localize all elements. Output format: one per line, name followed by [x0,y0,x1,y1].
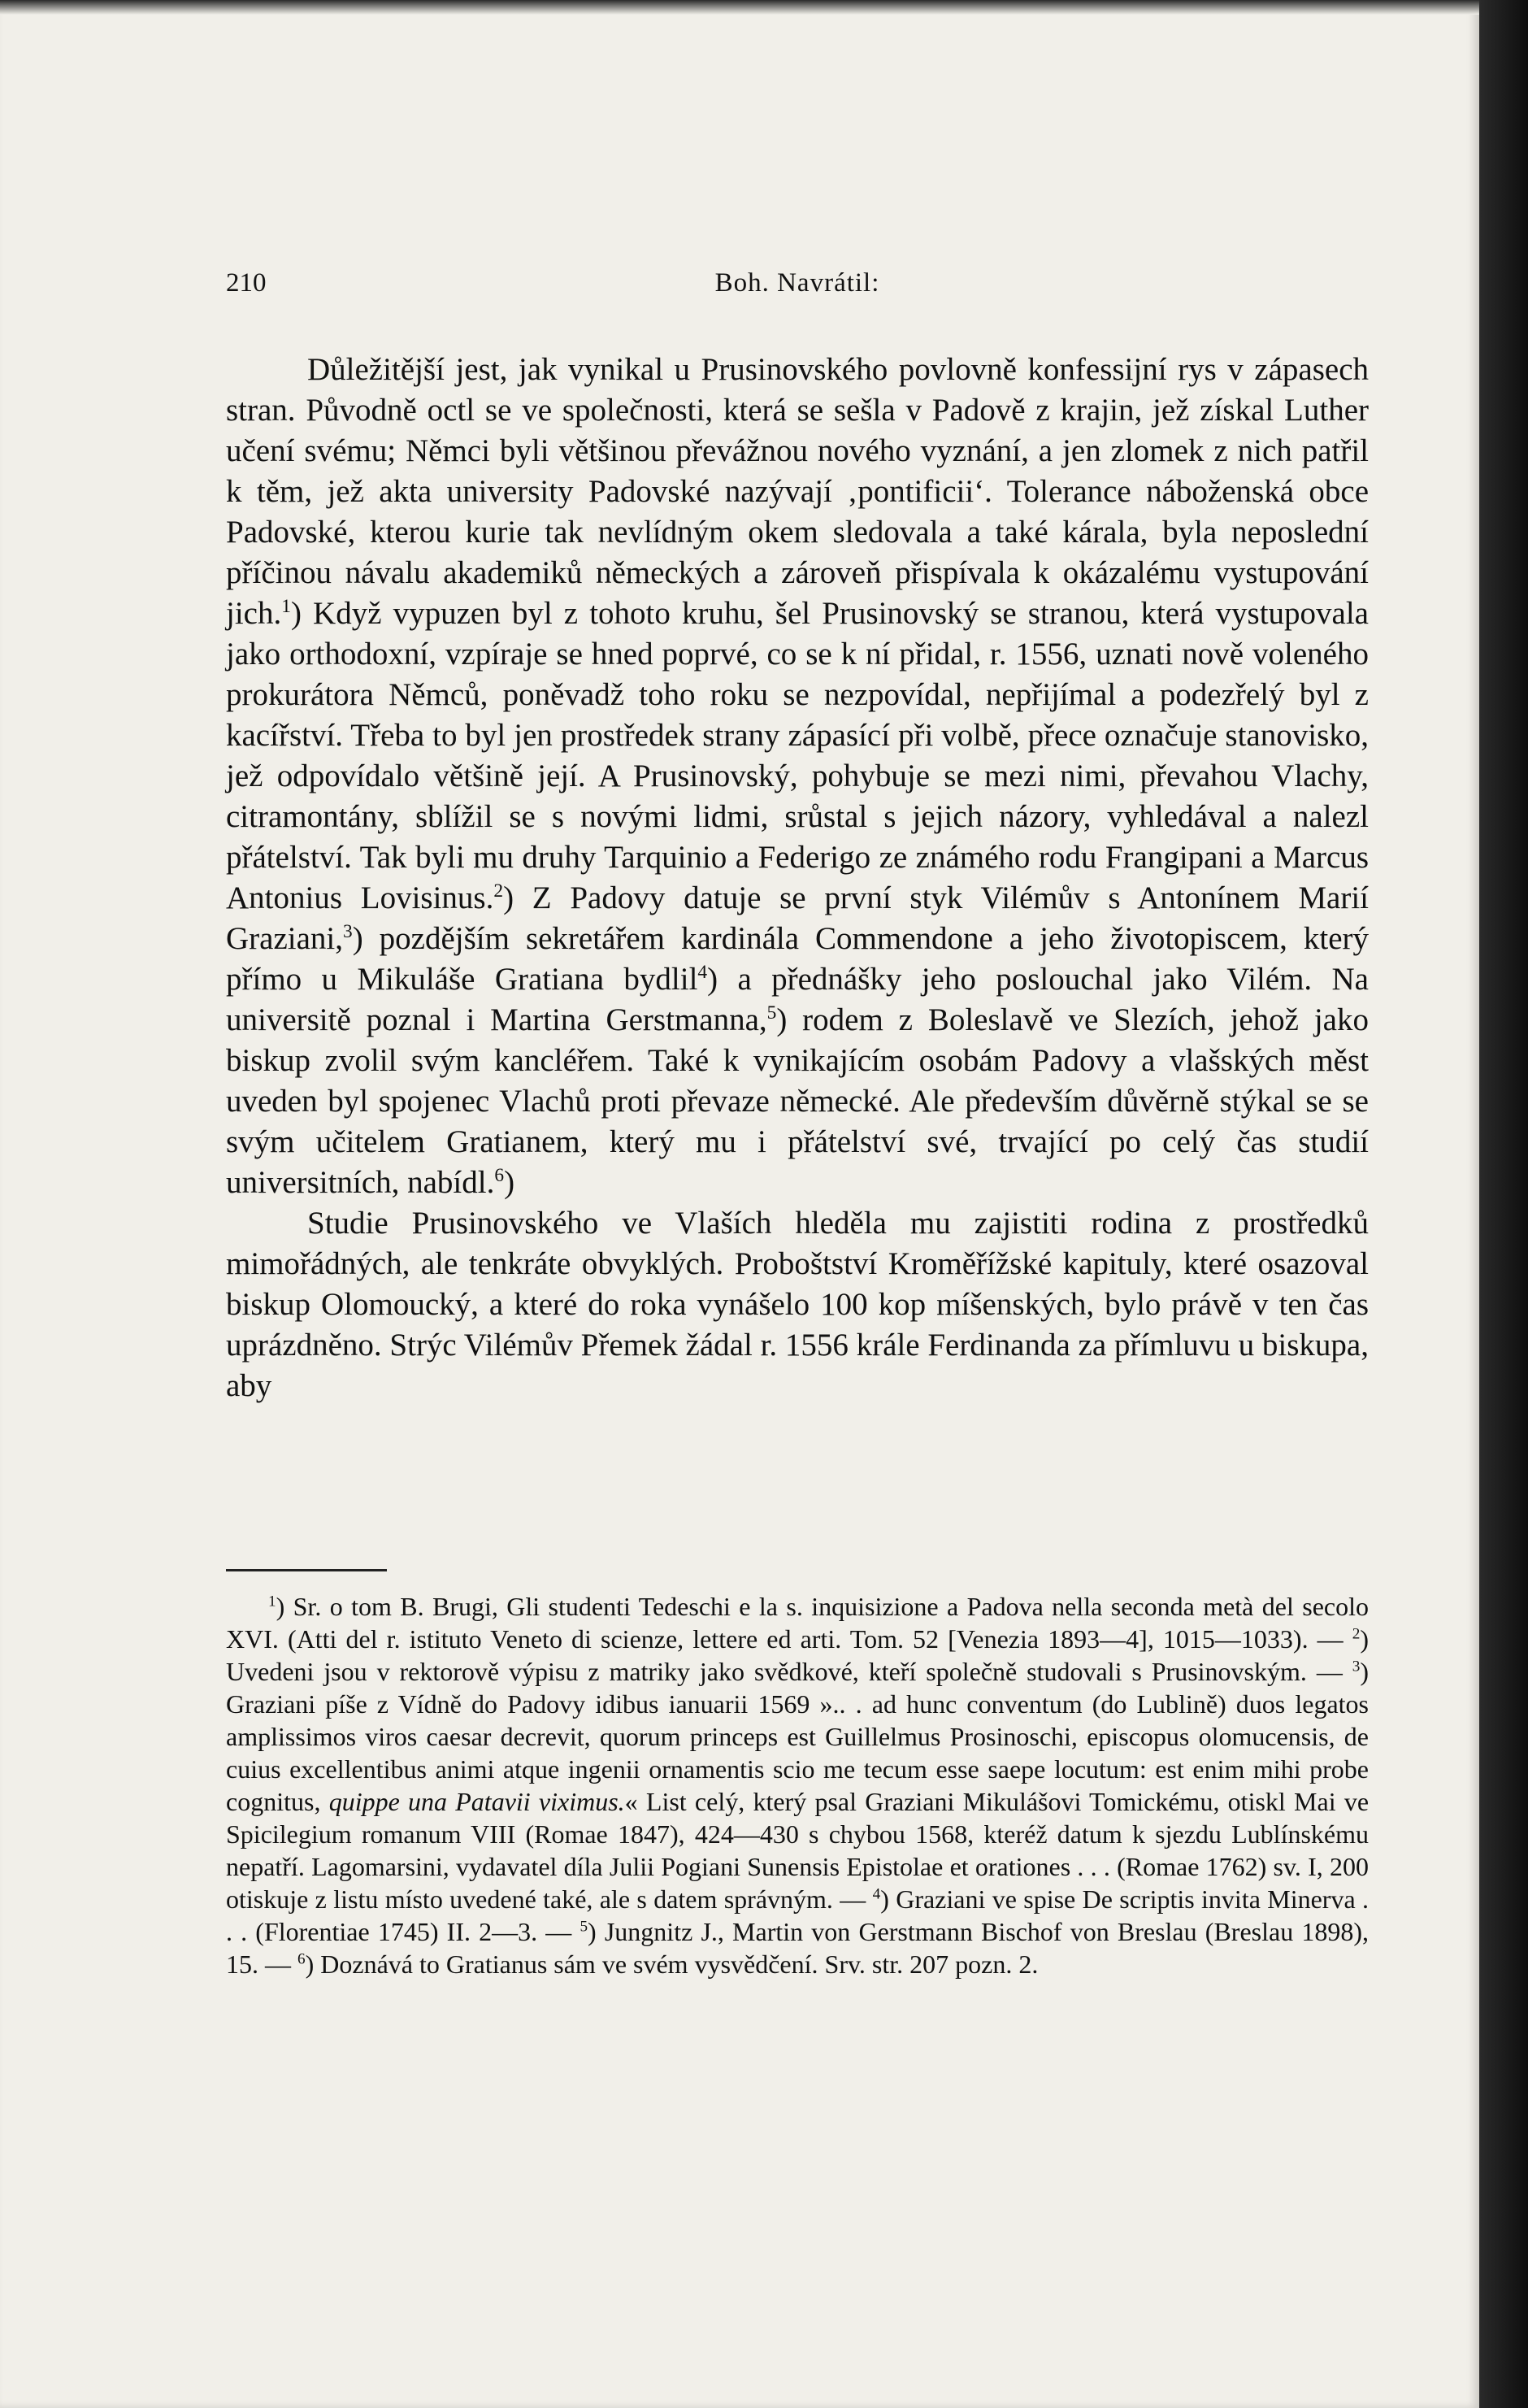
footnote-4-mark: 4 [872,1885,881,1903]
running-title: Boh. Navrátil: [714,268,880,298]
footnote-2-mark: 2 [1352,1625,1361,1643]
paragraph-1-part-f: ) rodem z Boleslavě ve Slezích, jehož jako biskup zvolil svým kancléřem. Také k vynikajícím osobám Padovy a vlašských měst uveden byl spojenec Vlachů proti převaze německé. Ale především důvěrně stýkal se se svým učitelem Gratianem, který mu i přátelství své, trvající po celý čas studií universitních, nabídl. [226,1002,1369,1200]
footnotes-block [226,1590,1369,1980]
footnote-ref-6: 6 [494,1165,505,1186]
footnote-1-mark: 1 [268,1593,276,1610]
footnote-3-continued: « List celý, který psal Graziani Mikulášovi Tomickému, otiskl Mai ve Spicilegium romanum VIII (Romae 1847), 424—430 s chybou 1568, kteréž datum k sjezdu Lublínskému nepatří. Lagomarsini, vydavatel díla Julii Pogiani Sunensis Epistolae et orationes . . . (Romae 1762) sv. I, 200 otiskuje z listu místo uvedené také, ale s datem správným. — [226,1787,1370,1914]
footnote-5: ) Jungnitz J., Martin von Gerstmann Bischof von Breslau (Breslau 1898), 15. — [226,1917,1370,1979]
footnotes [226,1590,1369,1980]
footnote-ref-4: 4 [697,962,708,983]
paragraph-2: Studie Prusinovského ve Vlaších hleděla mu zajistiti rodina z prostředků mimořádných, ale tenkráte obvyklých. Proboštství Kroměřížské kapituly, které osazoval biskup Olomoucký, a které do roka vynášelo 100 kop míšenských, bylo právě v ten čas uprázdněno. Strýc Vilémův Přemek žádal r. 1556 krále Ferdinanda za přímluvu u biskupa, aby [226,1206,1369,1403]
scan-top-edge [0,0,1479,15]
footnote-ref-5: 5 [766,1002,777,1024]
paragraph-1-part-g: ) [504,1165,515,1200]
paragraph-1-part-c: ) Z Padovy datuje se první styk Vilémův s Antonínem Marií Graziani, [226,880,1369,956]
footnote-3-italic-quote: quippe una Patavii viximus. [328,1787,625,1816]
footnote-2: ) Uvedeni jsou v rektorově výpisu z matriky jako svědkové, kteří společně studovali s Prusinovským. — [226,1624,1369,1686]
scan-right-edge [1479,0,1528,2408]
paragraph-1-part-b: ) Když vypuzen byl z tohoto kruhu, šel Prusinovský se stranou, která vystupovala jako orthodoxní, vzpíraje se hned poprvé, co se k ní přidal, r. 1556, uznati nově voleného prokurátora Němců, poněvadž toho roku se nezpovídal, nepřijímal a podezřelý byl z kacířství. Třeba to byl jen prostředek strany zápasící při volbě, přece označuje stanovisko, jež odpovídalo většině její. A Prusinovský, pohybuje se mezi nimi, převahou Vlachy, citramontány, sblížil se s novými lidmi, srůstal s jejich názory, vyhledával a nalezl přátelství. Tak byli mu druhy Tarquinio a Federigo ze známého rodu Frangipani a Marcus Antonius Lovisinus. [226,596,1369,915]
main-text [226,350,1369,1406]
footnote-6-mark: 6 [297,1950,306,1968]
paragraph-1-part-d: ) pozdějším sekretářem kardinála Commendone a jeho životopiscem, který přímo u Mikuláše Gratiana bydlil [226,921,1369,997]
footnote-ref-1: 1 [281,596,291,617]
footnote-divider [226,1569,387,1571]
paragraph-1-part-a: Důležitější jest, jak vynikal u Prusinovského povlovně konfessijní rys v zápasech stran. Původně octl se ve společnosti, která se sešla v Padově z krajin, jež získal Luther učení svému; Němci byli většinou převážnou nového vyznání, a jen zlomek z nich patřil k těm, jež akta university Padovské nazývají ‚pontificii‘. Tolerance náboženská obce Padovské, kterou kurie tak nevlídným okem sledovala a také kárala, byla neposlední příčinou návalu akademiků německých a zároveň přispívala k okázalému vystupování jich. [226,352,1369,631]
page-number: 210 [226,268,267,298]
footnote-ref-2: 2 [493,880,504,902]
footnote-3: ) Graziani píše z Vídně do Padovy idibus ianuarii 1569 ».. . ad hunc conventum (do Lublině) duos legatos amplissimos viros caesar decrevit, quorum princeps est Guillelmus Prosinoschi, episcopus olomucensis, de cuius excellentibus animi atque ingenii ornamentis scio me tecum esse saepe locutum: est enim mihi probe cognitus, [226,1657,1369,1816]
paragraph-1-part-e: ) a přednášky jeho poslouchal jako Vilém. Na universitě poznal i Martina Gerstmanna, [226,962,1369,1037]
footnote-4: ) Graziani ve spise De scriptis invita Minerva . . . (Florentiae 1745) II. 2—3. — [226,1884,1369,1946]
footnote-ref-3: 3 [343,921,353,942]
footnote-5-mark: 5 [580,1918,588,1936]
footnote-6: ) Doznává to Gratianus sám ve svém vysvědčení. Srv. str. 207 pozn. 2. [305,1949,1039,1979]
page-header [226,268,1369,309]
footnote-3-mark: 3 [1352,1658,1361,1676]
paragraph-1 [226,350,1369,1203]
footnote-1: ) Sr. o tom B. Brugi, Gli studenti Tedeschi e la s. inquisizione a Padova nella seconda metà del secolo XVI. (Atti del r. istituto Veneto di scienze, lettere ed arti. Tom. 52 [Venezia 1893—4], 1015—1033). — [226,1592,1369,1654]
